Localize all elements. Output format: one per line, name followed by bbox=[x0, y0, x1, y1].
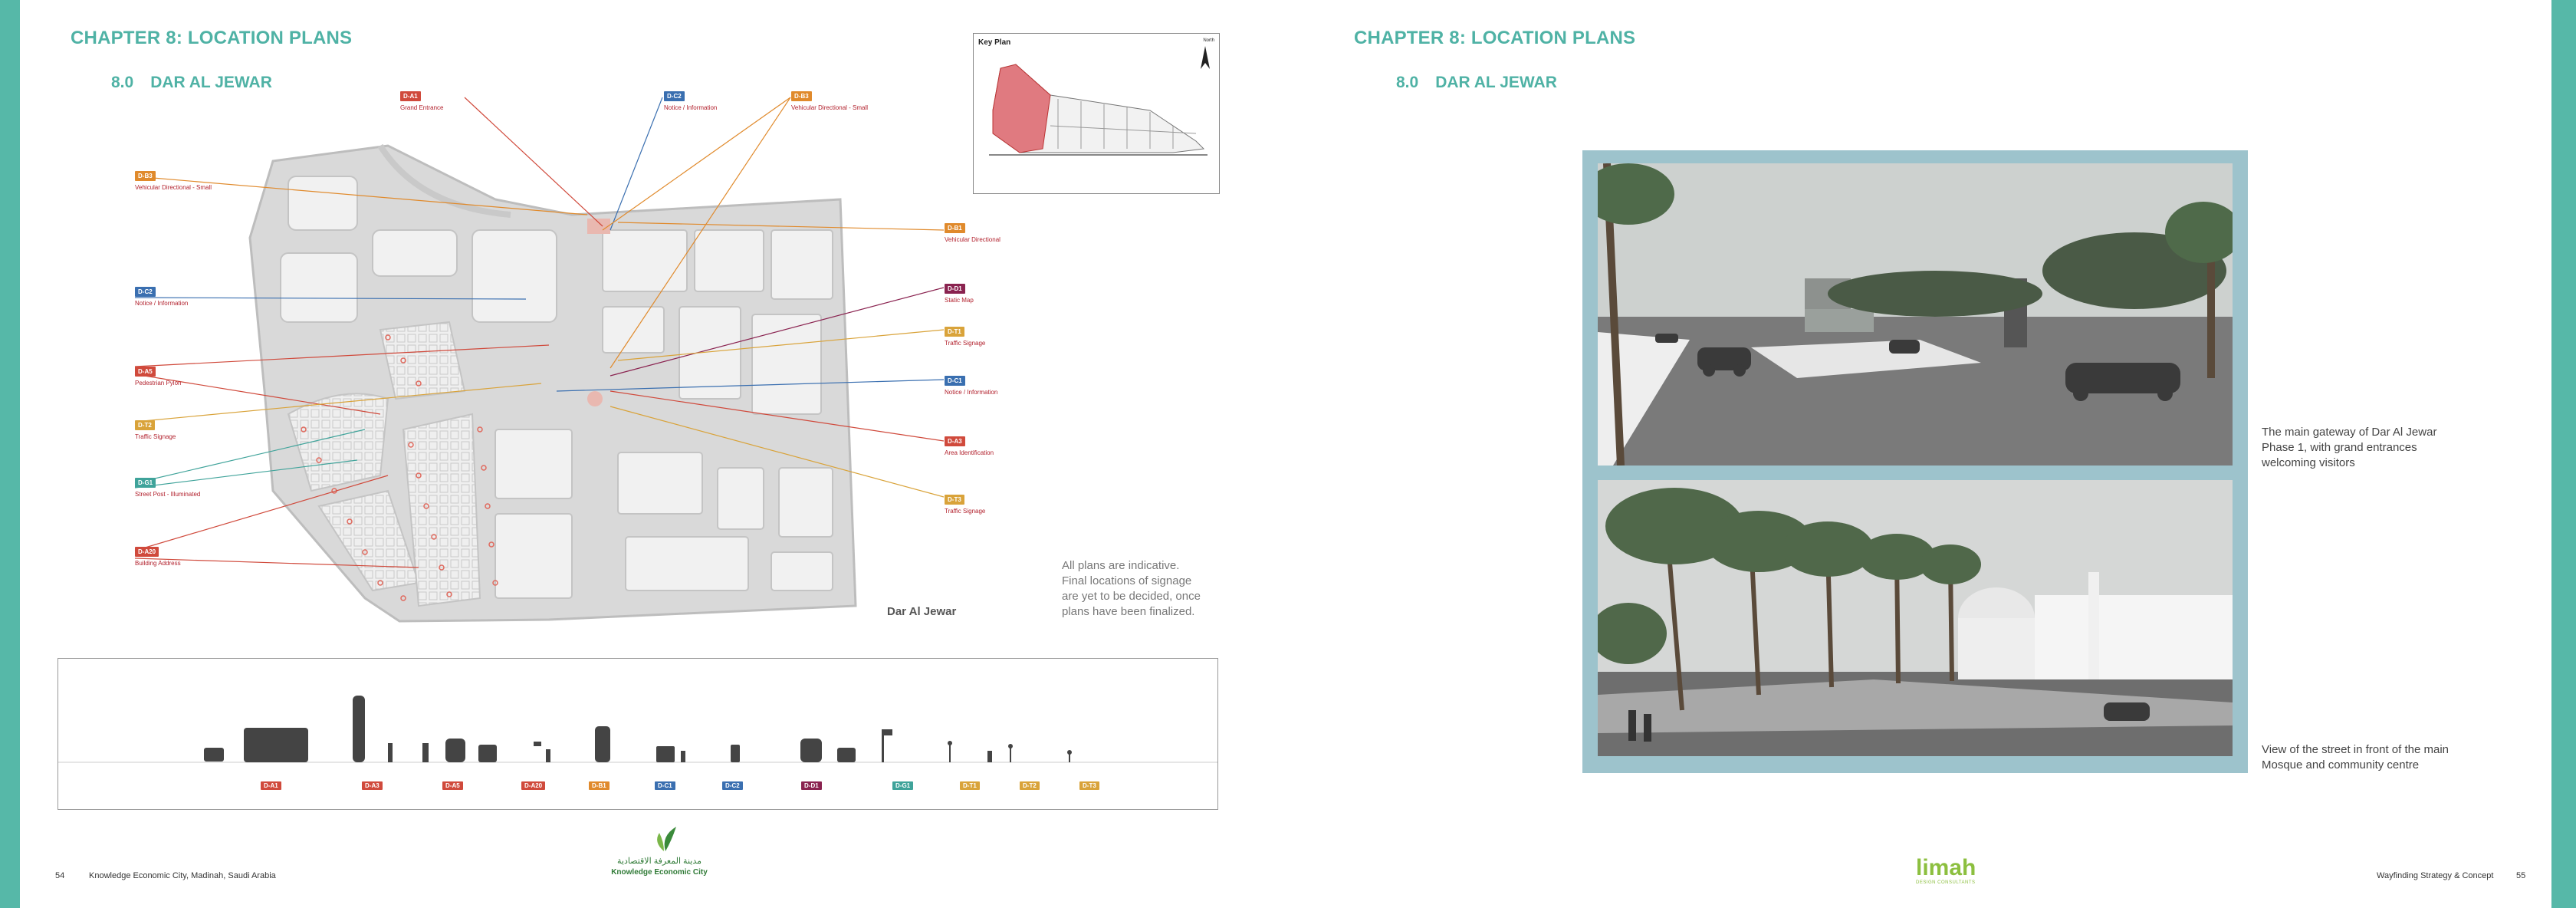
logo-english: Knowledge Economic City bbox=[611, 868, 708, 877]
caption-gateway bbox=[2262, 425, 2436, 471]
note-line: All plans are indicative. bbox=[1062, 559, 1180, 572]
caption-line: The main gateway of Dar Al Jewar bbox=[2262, 426, 2437, 439]
key-plan-title: Key Plan bbox=[978, 38, 1011, 47]
footer-text: Knowledge Economic City, Madinah, Saudi Arabia bbox=[89, 871, 276, 880]
section-number: 8.0 bbox=[1396, 74, 1419, 91]
elevation-label: D-A5 bbox=[442, 781, 463, 790]
footer-page-number: 55 bbox=[2516, 871, 2526, 880]
kec-logo bbox=[598, 825, 721, 887]
callout-code: D-A1 bbox=[400, 91, 421, 101]
callout-code: D-A20 bbox=[135, 547, 159, 557]
elevation-label: D-C1 bbox=[655, 781, 675, 790]
indicative-note bbox=[1062, 558, 1201, 620]
render-frame bbox=[1582, 150, 2248, 773]
elevation-label: D-B1 bbox=[589, 781, 610, 790]
callout-code: D-B3 bbox=[791, 91, 812, 101]
gateway-render bbox=[1598, 163, 2233, 466]
north-arrow-icon bbox=[1201, 46, 1210, 69]
callout-caption: Pedestrian Pylon bbox=[135, 380, 182, 387]
footer-page-number: 54 bbox=[55, 871, 65, 880]
footer-text: Wayfinding Strategy & Concept bbox=[2377, 871, 2494, 880]
limah-logo bbox=[1916, 856, 1976, 885]
callout-building-address bbox=[135, 544, 181, 567]
leaf-icon bbox=[598, 825, 721, 856]
callout-notice-information bbox=[135, 284, 188, 307]
note-line: plans have been finalized. bbox=[1062, 605, 1195, 618]
callout-traffic-signage bbox=[135, 417, 176, 440]
callout-vehicular-small bbox=[135, 168, 212, 191]
left-page bbox=[20, 0, 1287, 908]
callout-traffic-signage-t3 bbox=[945, 492, 985, 515]
mosque-street-render bbox=[1598, 480, 2233, 756]
note-line: Final locations of signage bbox=[1062, 574, 1192, 587]
elevation-label: D-T3 bbox=[1079, 781, 1099, 790]
callout-caption: Traffic Signage bbox=[135, 433, 176, 440]
map-name: Dar Al Jewar bbox=[887, 605, 957, 618]
callout-caption: Traffic Signage bbox=[945, 508, 986, 515]
section-title: DAR AL JEWAR bbox=[1435, 74, 1557, 91]
elevation-label: D-T2 bbox=[1020, 781, 1040, 790]
callout-caption: Grand Entrance bbox=[400, 104, 444, 111]
elevation-label: D-G1 bbox=[892, 781, 913, 790]
callout-caption: Vehicular Directional bbox=[945, 236, 1001, 243]
right-page bbox=[1287, 0, 2551, 908]
mosque-street-illustration bbox=[1598, 480, 2233, 756]
section-number: 8.0 bbox=[111, 74, 134, 91]
callout-vehicular-top bbox=[791, 88, 868, 111]
section-title: DAR AL JEWAR bbox=[150, 74, 272, 91]
elevation-label: D-T1 bbox=[960, 781, 980, 790]
callout-caption: Building Address bbox=[135, 560, 181, 567]
caption-line: Phase 1, with grand entrances bbox=[2262, 441, 2417, 454]
callout-caption: Traffic Signage bbox=[945, 340, 986, 347]
callout-code: D-A5 bbox=[135, 367, 156, 377]
elevation-label: D-A1 bbox=[261, 781, 281, 790]
callout-code: D-A3 bbox=[945, 436, 965, 446]
elevation-label: D-A20 bbox=[521, 781, 545, 790]
callout-area-identification bbox=[945, 433, 994, 456]
callout-street-post bbox=[135, 475, 200, 498]
callout-vehicular-directional bbox=[945, 220, 1001, 243]
callout-caption: Static Map bbox=[945, 297, 974, 304]
callout-code: D-B3 bbox=[135, 171, 156, 181]
chapter-title: CHAPTER 8: LOCATION PLANS bbox=[71, 28, 353, 48]
callout-static-map bbox=[945, 281, 974, 304]
key-plan-drawing bbox=[974, 34, 1219, 193]
callout-caption: Notice / Information bbox=[664, 104, 718, 111]
chapter-title: CHAPTER 8: LOCATION PLANS bbox=[1354, 28, 1636, 48]
gateway-render-illustration bbox=[1598, 163, 2233, 466]
note-line: are yet to be decided, once bbox=[1062, 590, 1201, 603]
callout-notice-top bbox=[664, 88, 717, 111]
signage-elevation-strip bbox=[58, 658, 1218, 810]
callout-notice-right bbox=[945, 373, 997, 396]
callout-code: D-C2 bbox=[664, 91, 685, 101]
callout-caption: Area Identification bbox=[945, 449, 994, 456]
callout-caption: Notice / Information bbox=[135, 300, 189, 307]
section-heading bbox=[1396, 74, 1557, 92]
elevation-label: D-C2 bbox=[722, 781, 743, 790]
logo-name: limah bbox=[1916, 855, 1976, 880]
caption-line: View of the street in front of the main bbox=[2262, 743, 2450, 756]
logo-arabic: مدينة المعرفة الاقتصادية bbox=[616, 857, 702, 866]
callout-pedestrian-pylon bbox=[135, 364, 181, 387]
callout-caption: Vehicular Directional - Small bbox=[791, 104, 869, 111]
elevation-label: D-D1 bbox=[801, 781, 822, 790]
caption-line: welcoming visitors bbox=[2262, 456, 2355, 469]
logo-tagline: DESIGN CONSULTANTS bbox=[1916, 880, 1976, 885]
caption-mosque-street bbox=[2262, 742, 2449, 773]
callout-code: D-T3 bbox=[945, 495, 964, 505]
callout-code: D-D1 bbox=[945, 284, 965, 294]
callout-caption: Notice / Information bbox=[945, 389, 998, 396]
callout-code: D-C2 bbox=[135, 287, 156, 297]
north-label: North bbox=[1203, 38, 1214, 43]
callout-code: D-T2 bbox=[135, 420, 155, 430]
callout-caption: Vehicular Directional - Small bbox=[135, 184, 212, 191]
caption-line: Mosque and community centre bbox=[2262, 758, 2420, 771]
callout-code: D-G1 bbox=[135, 478, 156, 488]
callout-traffic-signage-right bbox=[945, 324, 985, 347]
callout-code: D-C1 bbox=[945, 376, 965, 386]
callout-grand-entrance bbox=[400, 88, 443, 111]
callout-caption: Street Post - Illuminated bbox=[135, 491, 201, 498]
key-plan bbox=[973, 33, 1220, 194]
callout-code: D-T1 bbox=[945, 327, 964, 337]
elevation-label: D-A3 bbox=[362, 781, 383, 790]
callout-code: D-B1 bbox=[945, 223, 965, 233]
signage-elevations bbox=[58, 659, 1217, 809]
